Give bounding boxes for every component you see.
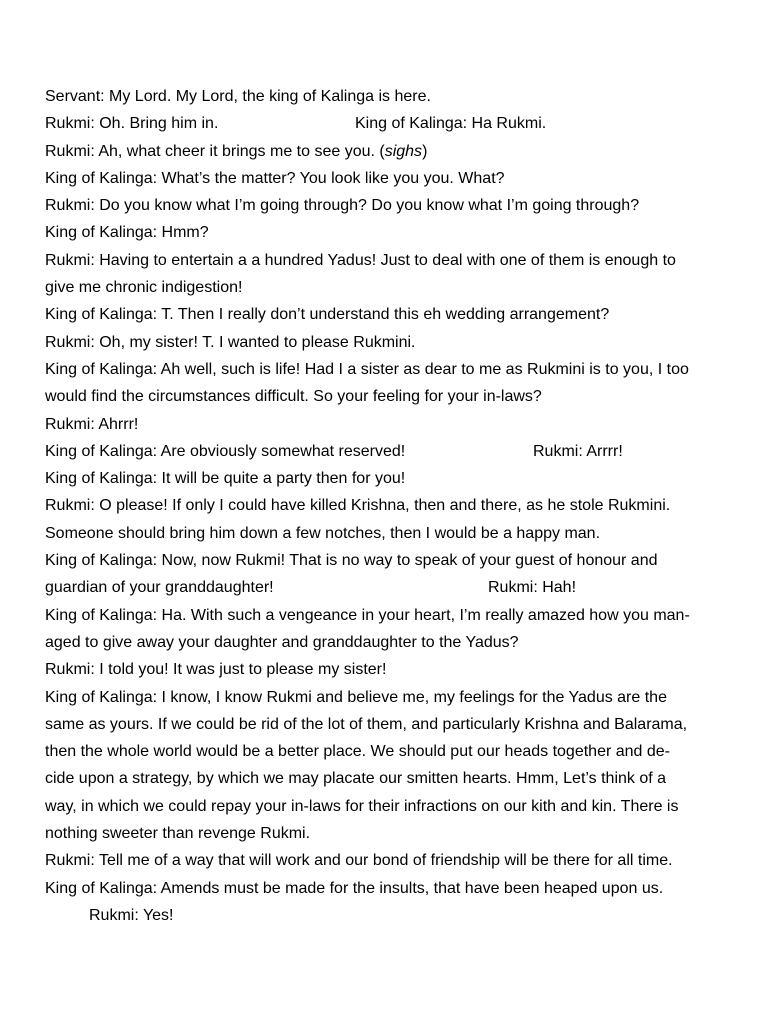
text-line: King of Kalinga: Now, now Rukmi! That is no way to speak of your guest of honour and bbox=[45, 552, 658, 570]
text-line bbox=[45, 138, 715, 165]
text-line: cide upon a strategy, by which we may placate our smitten hearts. Hmm, Let’s think of a bbox=[45, 770, 667, 788]
text-segment: King of Kalinga: Ha Rukmi. bbox=[355, 115, 547, 133]
text-line: Rukmi: Having to entertain a a hundred Yadus! Just to deal with one of them is enough to bbox=[45, 251, 676, 269]
text-line: King of Kalinga: Ha. With such a vengeance in your heart, I’m really amazed how you man- bbox=[45, 606, 690, 624]
text-line: King of Kalinga: It will be quite a party then for you! bbox=[45, 470, 406, 488]
stage-direction: sighs bbox=[384, 142, 423, 160]
text-line: then the whole world would be a better place. We should put our heads together and de- bbox=[45, 743, 671, 761]
text-line: King of Kalinga: Ah well, such is life! Had I a sister as dear to me as Rukmini is to you, I too bbox=[45, 360, 689, 378]
text-line bbox=[45, 574, 715, 601]
text-line: King of Kalinga: What’s the matter? You look like you you. What? bbox=[45, 169, 505, 187]
text-line: aged to give away your daughter and granddaughter to the Yadus? bbox=[45, 633, 519, 651]
text-segment: Rukmi: Hah! bbox=[488, 579, 577, 597]
text-line: Rukmi: Do you know what I’m going through? Do you know what I’m going through? bbox=[45, 197, 640, 215]
text-line: Servant: My Lord. My Lord, the king of Kalinga is here. bbox=[45, 88, 431, 105]
text-line: same as yours. If we could be rid of the lot of them, and particularly Krishna and Balarama, bbox=[45, 715, 688, 733]
text-line: King of Kalinga: T. Then I really don’t understand this eh wedding arrangement? bbox=[45, 306, 610, 324]
text-line: Rukmi: Oh, my sister! T. I wanted to please Rukmini. bbox=[45, 333, 416, 351]
text-segment: Rukmi: Arrrr! bbox=[533, 442, 623, 460]
text-segment: King of Kalinga: Are obviously somewhat reserved! bbox=[45, 442, 406, 460]
text-line: King of Kalinga: Hmm? bbox=[45, 224, 209, 242]
text-line: King of Kalinga: Amends must be made for the insults, that have been heaped upon us. bbox=[45, 879, 664, 897]
text-segment: Rukmi: Oh. Bring him in. bbox=[45, 115, 219, 133]
dialogue-text bbox=[45, 83, 715, 929]
text-line: way, in which we could repay your in-laws for their infractions on our kith and kin. There is bbox=[45, 797, 679, 815]
text-line: Rukmi: Tell me of a way that will work and our bond of friendship will be there for all time. bbox=[45, 852, 673, 870]
text-line: Rukmi: O please! If only I could have killed Krishna, then and there, as he stole Rukmini. bbox=[45, 497, 671, 515]
text-line: King of Kalinga: I know, I know Rukmi and believe me, my feelings for the Yadus are the bbox=[45, 688, 667, 706]
text-line bbox=[45, 438, 715, 465]
text-line: Rukmi: I told you! It was just to please my sister! bbox=[45, 661, 387, 679]
text-line: Someone should bring him down a few notches, then I would be a happy man. bbox=[45, 524, 601, 542]
text-line: would find the circumstances difficult. So your feeling for your in-laws? bbox=[45, 388, 542, 406]
text-line: Rukmi: Ahrrr! bbox=[45, 415, 139, 433]
text-line: nothing sweeter than revenge Rukmi. bbox=[45, 825, 311, 843]
text-line: give me chronic indigestion! bbox=[45, 279, 243, 297]
text-segment: guardian of your granddaughter! bbox=[45, 579, 274, 597]
text-line bbox=[45, 110, 715, 137]
text-segment: ) bbox=[422, 142, 428, 160]
text-segment: Rukmi: Ah, what cheer it brings me to see you. ( bbox=[45, 142, 385, 160]
text-line: Rukmi: Yes! bbox=[89, 906, 174, 924]
